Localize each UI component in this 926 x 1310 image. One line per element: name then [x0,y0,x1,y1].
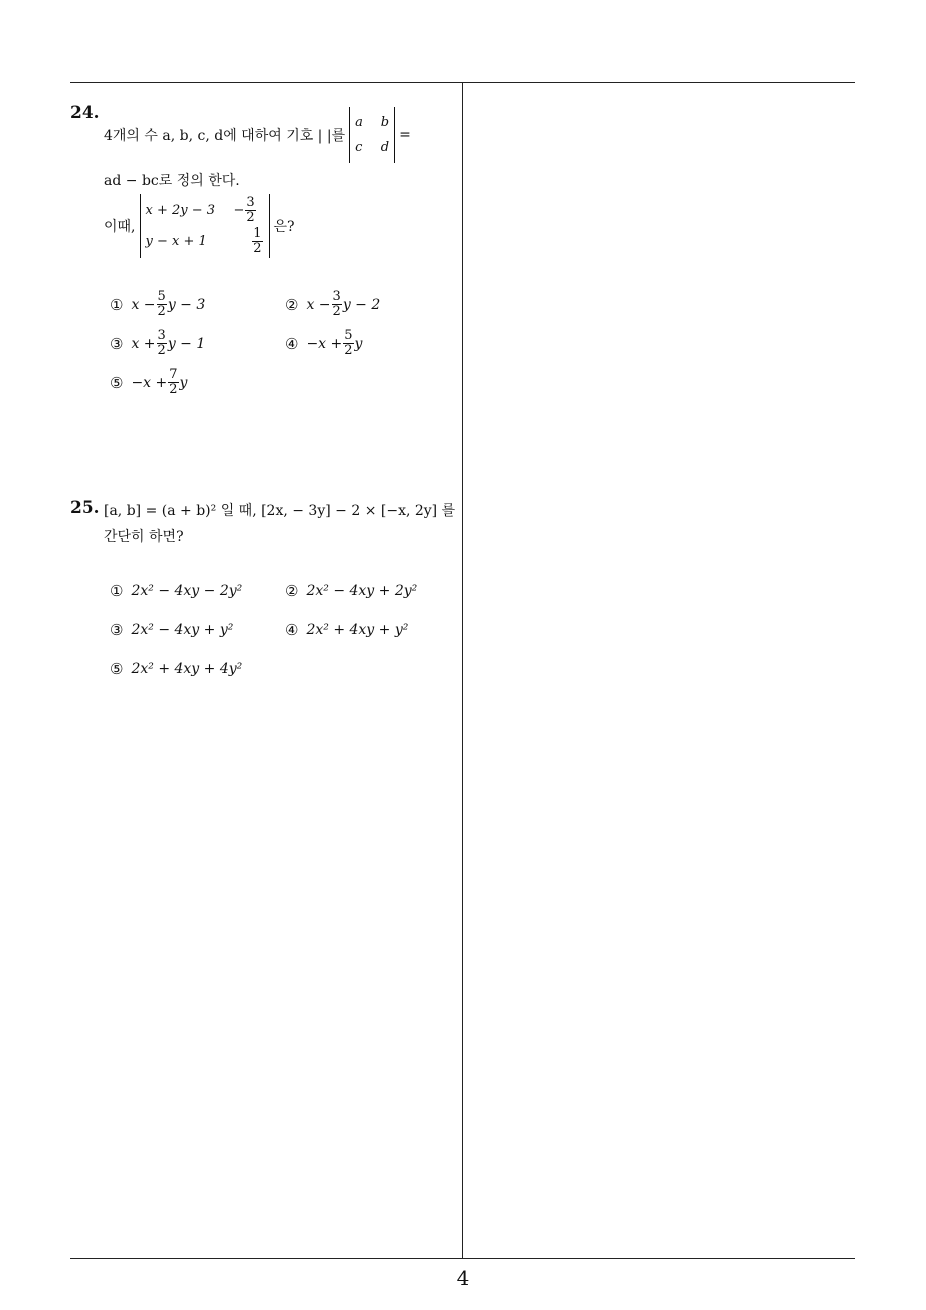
q25-choice-2[interactable]: ② 2x² − 4xy + 2y² [285,582,418,600]
question-24-equals: = [399,127,411,143]
question-25-line1: [a, b] = (a + b)² 일 때, [2x, − 3y] − 2 × [−x, 2y] 를 [104,503,456,519]
problem-determinant [140,194,270,258]
det-a: a [355,115,363,130]
column-divider [462,83,463,1258]
q24-choice-5[interactable]: ⑤ −x + $\frac{7}{2}$ y [110,367,188,397]
question-24-line1 [104,106,411,164]
matrix-r2c2: $\frac{1}{2}$ [253,226,262,256]
question-24-number: 24. [70,103,100,123]
det-b: b [380,115,390,130]
q24-choice-1[interactable]: ① x − $\frac{5}{2}$ y − 3 [110,289,206,319]
q25-choice-5[interactable]: ⑤ 2x² + 4xy + 4y² [110,660,243,678]
q24-choice-4[interactable]: ④ −x + $\frac{5}{2}$ y [285,328,363,358]
q24-choice-3[interactable]: ③ x + $\frac{3}{2}$ y − 1 [110,328,206,358]
question-24-line3 [104,193,295,259]
matrix-r1c2: − $\frac{3}{2}$ [233,195,255,225]
question-25-number: 25. [70,498,100,518]
definition-determinant [349,107,395,163]
q24-choice-2[interactable]: ② x − $\frac{3}{2}$ y − 2 [285,289,381,319]
det-d: d [380,140,390,155]
bottom-rule [70,1258,855,1259]
q25-choice-4[interactable]: ④ 2x² + 4xy + y² [285,621,409,639]
question-24-line3-end: 은? [273,219,295,235]
q25-choice-1[interactable]: ① 2x² − 4xy − 2y² [110,582,243,600]
question-24-line2: ad − bc로 정의 한다. [104,173,240,189]
q25-choice-3[interactable]: ③ 2x² − 4xy + y² [110,621,234,639]
matrix-r2c1: y − x + 1 [145,234,207,249]
question-25-line2: 간단히 하면? [104,529,184,545]
page-number: 4 [456,1266,470,1290]
matrix-r1c1: x + 2y − 3 [145,203,216,218]
det-c: c [355,140,363,155]
question-24-line3-text: 이때, [104,219,136,235]
question-24-line1-text: 4개의 수 a, b, c, d에 대하여 기호 | |를 [104,128,346,144]
